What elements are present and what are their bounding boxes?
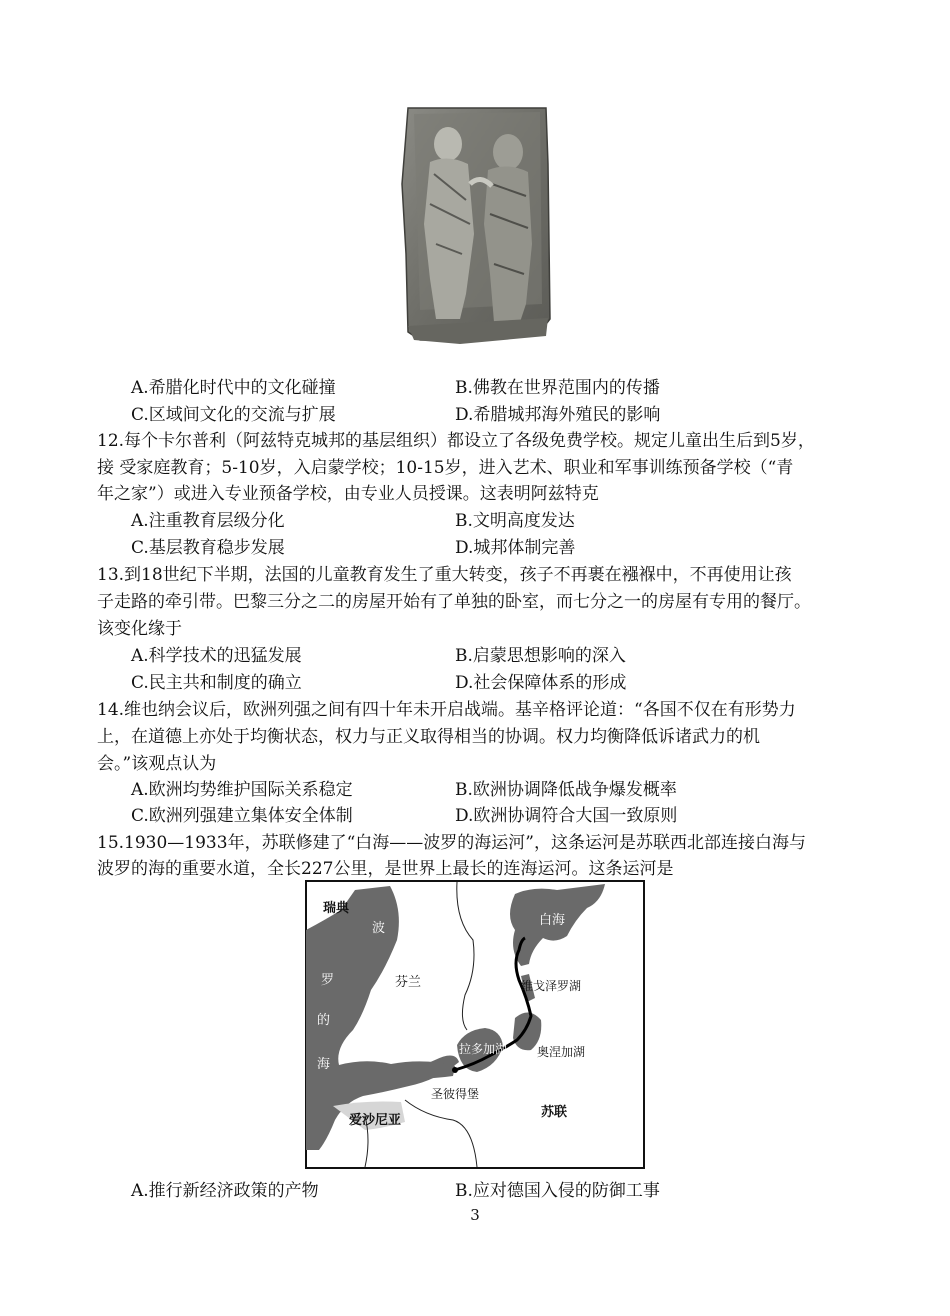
q15-stem-line-2: 波罗的海的重要水道，全长227公里，是世界上最长的连海运河。这条运河是 — [97, 859, 674, 879]
q12-option-b: B.文明高度发达 — [455, 511, 575, 531]
map-label-lake-vyg: 维戈泽罗湖 — [521, 979, 582, 993]
q13-stem-line-3: 该变化缘于 — [97, 619, 182, 639]
page-number: 3 — [470, 1206, 480, 1224]
q13-option-c: C.民主共和制度的确立 — [131, 673, 302, 693]
q11-option-a: A.希腊化时代中的文化碰撞 — [131, 378, 336, 398]
q14-option-d: D.欧洲协调符合大国一致原则 — [455, 806, 678, 826]
map-label-st-petersburg: 圣彼得堡 — [431, 1087, 480, 1101]
stone-relief-icon — [400, 104, 552, 348]
map-label-baltic-4: 海 — [317, 1057, 331, 1072]
map-label-sweden: 瑞典 — [323, 901, 350, 916]
map-label-lake-ladoga: 拉多加湖 — [459, 1042, 508, 1056]
q14-stem-line-2: 上，在道德上亦处于均衡状态，权力与正义取得相当的协调。权力均衡降低诉诸武力的机 — [97, 727, 760, 747]
map-label-ussr: 苏联 — [541, 1105, 568, 1120]
q11-option-b: B.佛教在世界范围内的传播 — [455, 378, 660, 398]
q15-option-a: A.推行新经济政策的产物 — [131, 1181, 319, 1201]
q12-stem-line-3: 年之家”）或进入专业预备学校，由专业人员授课。这表明阿兹特克 — [97, 484, 599, 504]
q12-option-d: D.城邦体制完善 — [455, 538, 576, 558]
q11-option-c: C.区域间文化的交流与扩展 — [131, 405, 336, 425]
q12-stem-line-2: 接 受家庭教育；5-10岁，入启蒙学校；10-15岁，进入艺术、职业和军事训练预备学校（“青 — [97, 458, 794, 478]
map-label-baltic-2: 罗 — [321, 973, 335, 988]
q15-stem-line-1: 15.1930—1933年，苏联修建了“白海——波罗的海运河”，这条运河是苏联西北部连接白海与 — [97, 833, 806, 853]
map-label-finland: 芬兰 — [395, 975, 422, 990]
canal-map — [305, 880, 645, 1169]
q11-option-d: D.希腊城邦海外殖民的影响 — [455, 405, 661, 425]
q13-stem-line-2: 子走路的牵引带。巴黎三分之二的房屋开始有了单独的卧室，而七分之一的房屋有专用的餐厅。 — [97, 592, 811, 612]
q14-option-b: B.欧洲协调降低战争爆发概率 — [455, 780, 677, 800]
q14-stem-line-1: 14.维也纳会议后，欧洲列强之间有四十年未开启战端。基辛格评论道：“各国不仅在有形势力 — [97, 700, 796, 720]
map-label-baltic-3: 的 — [317, 1013, 331, 1028]
q12-option-c: C.基层教育稳步发展 — [131, 538, 285, 558]
map-label-lake-onega: 奥涅加湖 — [537, 1045, 586, 1059]
q12-option-a: A.注重教育层级分化 — [131, 511, 285, 531]
q14-option-c: C.欧洲列强建立集体安全体制 — [131, 806, 353, 826]
q12-stem-line-1: 12.每个卡尔普利（阿兹特克城邦的基层组织）都设立了各级免费学校。规定儿童出生后到5岁， — [97, 431, 815, 451]
q14-option-a: A.欧洲均势维护国际关系稳定 — [131, 780, 353, 800]
map-label-estonia: 爱沙尼亚 — [349, 1113, 402, 1128]
q13-option-d: D.社会保障体系的形成 — [455, 673, 627, 693]
q15-option-b: B.应对德国入侵的防御工事 — [455, 1181, 660, 1201]
map-label-baltic-1: 波 — [372, 921, 386, 936]
q13-option-b: B.启蒙思想影响的深入 — [455, 646, 626, 666]
q13-option-a: A.科学技术的迅猛发展 — [131, 646, 302, 666]
q14-stem-line-3: 会。”该观点认为 — [97, 754, 217, 774]
q13-stem-line-1: 13.到18世纪下半期，法国的儿童教育发生了重大转变，孩子不再裹在襁褓中，不再使用让孩 — [97, 565, 792, 585]
map-label-white-sea: 白海 — [539, 913, 566, 928]
